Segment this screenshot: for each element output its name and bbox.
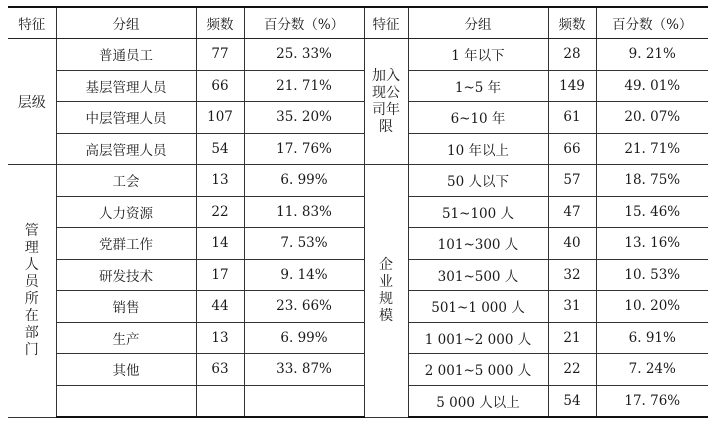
table-row [8, 133, 708, 165]
left-freq-cell: 17 [196, 259, 244, 291]
left-group-cell: 高层管理人员 [56, 133, 196, 165]
header-feature-left: 特征 [8, 7, 56, 39]
left-pct-cell: 35. 20% [244, 102, 364, 134]
left-pct-cell: 17. 76% [244, 133, 364, 165]
header-row [8, 7, 708, 39]
right-freq-cell: 66 [548, 133, 596, 165]
left-group-cell: 普通员工 [56, 39, 196, 71]
table-row [8, 354, 708, 386]
left-group-cell [56, 385, 196, 417]
right-group-cell: 50 人以下 [408, 165, 548, 197]
left-group-cell: 工会 [56, 165, 196, 197]
left-freq-cell [196, 385, 244, 417]
level-feature-label: 层级 [8, 39, 56, 165]
header-pct-right: 百分数（%） [596, 7, 708, 39]
table-row [8, 385, 708, 417]
left-pct-cell [244, 385, 364, 417]
table-row [8, 322, 708, 354]
left-group-cell: 党群工作 [56, 228, 196, 260]
left-pct-cell: 21. 71% [244, 70, 364, 102]
left-pct-cell: 23. 66% [244, 291, 364, 323]
size-feature-label [364, 165, 408, 418]
statistics-table [8, 6, 708, 418]
right-freq-cell: 32 [548, 259, 596, 291]
left-freq-cell: 22 [196, 196, 244, 228]
right-group-cell: 6~10 年 [408, 102, 548, 134]
table-row [8, 39, 708, 71]
right-pct-cell: 15. 46% [596, 196, 708, 228]
size-feature-text: 企业规模 [379, 256, 393, 324]
table-row [8, 196, 708, 228]
right-pct-cell: 17. 76% [596, 385, 708, 417]
right-group-cell: 301~500 人 [408, 259, 548, 291]
right-group-cell: 501~1 000 人 [408, 291, 548, 323]
left-pct-cell: 7. 53% [244, 228, 364, 260]
right-freq-cell: 31 [548, 291, 596, 323]
right-freq-cell: 54 [548, 385, 596, 417]
right-pct-cell: 13. 16% [596, 228, 708, 260]
left-freq-cell: 107 [196, 102, 244, 134]
table-row [8, 259, 708, 291]
left-freq-cell: 13 [196, 322, 244, 354]
right-pct-cell: 7. 24% [596, 354, 708, 386]
right-group-cell: 1~5 年 [408, 70, 548, 102]
right-group-cell: 1 年以下 [408, 39, 548, 71]
left-freq-cell: 66 [196, 70, 244, 102]
tenure-feature-label [364, 39, 408, 165]
left-freq-cell: 77 [196, 39, 244, 71]
header-pct-left: 百分数（%） [244, 7, 364, 39]
tenure-feature-text: 加入现公司年限 [372, 67, 400, 135]
left-pct-cell: 33. 87% [244, 354, 364, 386]
dept-feature-text: 管理人员所在部门 [24, 222, 39, 358]
right-group-cell: 5 000 人以上 [408, 385, 548, 417]
header-feature-right: 特征 [364, 7, 408, 39]
left-pct-cell: 25. 33% [244, 39, 364, 71]
left-group-cell: 生产 [56, 322, 196, 354]
right-pct-cell: 9. 21% [596, 39, 708, 71]
table-row [8, 165, 708, 197]
left-pct-cell: 6. 99% [244, 322, 364, 354]
right-freq-cell: 22 [548, 354, 596, 386]
header-freq-right: 频数 [548, 7, 596, 39]
right-pct-cell: 49. 01% [596, 70, 708, 102]
left-freq-cell: 13 [196, 165, 244, 197]
table-row [8, 228, 708, 260]
left-group-cell: 人力资源 [56, 196, 196, 228]
right-group-cell: 101~300 人 [408, 228, 548, 260]
right-freq-cell: 47 [548, 196, 596, 228]
right-group-cell: 10 年以上 [408, 133, 548, 165]
right-group-cell: 51~100 人 [408, 196, 548, 228]
header-group-right: 分组 [408, 7, 548, 39]
right-pct-cell: 20. 07% [596, 102, 708, 134]
left-pct-cell: 6. 99% [244, 165, 364, 197]
left-group-cell: 研发技术 [56, 259, 196, 291]
right-freq-cell: 61 [548, 102, 596, 134]
table-row [8, 102, 708, 134]
left-group-cell: 基层管理人员 [56, 70, 196, 102]
left-group-cell: 其他 [56, 354, 196, 386]
right-pct-cell: 6. 91% [596, 322, 708, 354]
table-row [8, 70, 708, 102]
left-group-cell: 中层管理人员 [56, 102, 196, 134]
right-pct-cell: 10. 53% [596, 259, 708, 291]
right-freq-cell: 57 [548, 165, 596, 197]
left-group-cell: 销售 [56, 291, 196, 323]
left-pct-cell: 9. 14% [244, 259, 364, 291]
right-freq-cell: 149 [548, 70, 596, 102]
left-freq-cell: 63 [196, 354, 244, 386]
left-freq-cell: 14 [196, 228, 244, 260]
right-freq-cell: 21 [548, 322, 596, 354]
right-freq-cell: 28 [548, 39, 596, 71]
header-freq-left: 频数 [196, 7, 244, 39]
right-freq-cell: 40 [548, 228, 596, 260]
left-freq-cell: 54 [196, 133, 244, 165]
left-freq-cell: 44 [196, 291, 244, 323]
dept-feature-label [8, 165, 56, 418]
header-group-left: 分组 [56, 7, 196, 39]
right-pct-cell: 18. 75% [596, 165, 708, 197]
right-group-cell: 1 001~2 000 人 [408, 322, 548, 354]
right-pct-cell: 10. 20% [596, 291, 708, 323]
table-row [8, 291, 708, 323]
left-pct-cell: 11. 83% [244, 196, 364, 228]
right-group-cell: 2 001~5 000 人 [408, 354, 548, 386]
right-pct-cell: 21. 71% [596, 133, 708, 165]
